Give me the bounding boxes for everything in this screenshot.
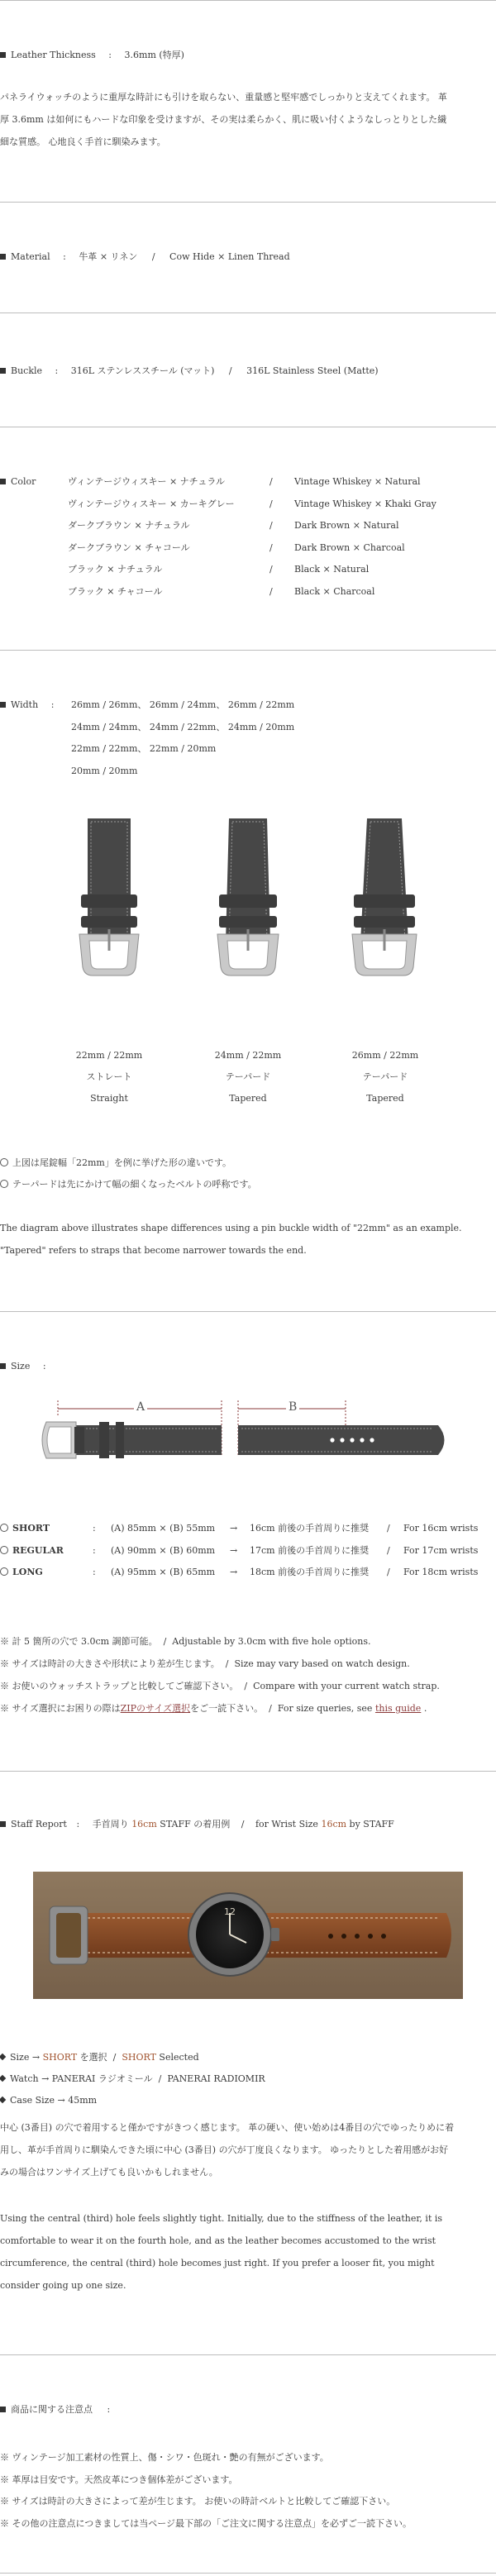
square-bullet-icon bbox=[0, 1821, 6, 1827]
size-note: ※ サイズは時計の大きさや形状により差が生じます。 / Size may vary based on watch design. bbox=[0, 1658, 410, 1669]
size-heading: Size : bbox=[0, 1361, 46, 1371]
width-options: 26mm / 26mm、 26mm / 24mm、 26mm / 22mm 24mm / 24mm、 24mm / 22mm、 24mm / 20mm 22mm / 22mm、 22mm / 20mm 20mm / 20mm bbox=[71, 699, 295, 776]
size-option-short: SHORT bbox=[0, 1518, 64, 1540]
size-note: ※ 計 5 箇所の穴で 3.0cm 調節可能。 / Adjustable by 3.0cm with five hole options. bbox=[0, 1636, 371, 1647]
divider bbox=[0, 2354, 496, 2355]
square-bullet-icon bbox=[0, 479, 6, 484]
size-option-long: LONG bbox=[0, 1562, 64, 1584]
staff-comment-jp: 中心 (3番目) の穴で着用すると僅かですがきつく感じます。 革の硬い、使い始めは4番目の穴でゆったりめに着 用し、革が手首周りに馴染んできた頃に中心 (3番目) の穴が丁度良くなります。 ゆったりとした着用感がお好 みの場合はワンサイズ上げても良いかもしれません。 bbox=[0, 2122, 455, 2178]
radio-circle-icon bbox=[0, 1567, 8, 1576]
color-item-jp: ダークブラウン × ナチュラル bbox=[68, 520, 190, 531]
strap-tapered bbox=[217, 818, 279, 976]
leather-description: パネライウォッチのように重厚な時計にも引けを取らない、重量感と堅牢感でしっかりと支えてくれます。 革 厚 3.6mm は如何にもハードな印象を受けますが、その実は柔らかく、肌に吸い付くようなしっとりとした繊 細な質感。 心地良く手首に馴染みます。 bbox=[0, 92, 447, 147]
color-item-en: Black × Charcoal bbox=[294, 585, 375, 597]
size-option-regular: REGULAR bbox=[0, 1540, 64, 1562]
size-note: ※ サイズ選択にお困りの際はZIPのサイズ選択をご一読下さい。 / For size queries, see this guide . bbox=[0, 1703, 427, 1714]
cautions-heading: 商品に関する注意点 : bbox=[0, 2402, 110, 2416]
size-notes bbox=[0, 1630, 440, 1720]
divider bbox=[0, 2573, 496, 2574]
color-item-jp: ダークブラウン × チャコール bbox=[68, 541, 190, 553]
circle-bullet-icon bbox=[0, 1158, 8, 1166]
width-heading: Width : bbox=[0, 699, 54, 710]
staff-facts bbox=[0, 2047, 265, 2111]
color-item-en: Vintage Whiskey × Natural bbox=[294, 476, 421, 487]
divider bbox=[0, 0, 496, 1]
dimension-a-label: A bbox=[134, 1400, 147, 1414]
dimension-b-label: B bbox=[286, 1400, 299, 1414]
radio-circle-icon bbox=[0, 1546, 8, 1554]
divider bbox=[0, 312, 496, 313]
square-bullet-icon bbox=[0, 52, 6, 58]
size-option-sep: / / / bbox=[387, 1523, 390, 1577]
width-note-2: テーパードは先にかけて幅の細くなったベルトの呼称です。 bbox=[0, 1177, 257, 1190]
divider bbox=[0, 202, 496, 203]
color-list-jp bbox=[68, 471, 235, 603]
divider bbox=[0, 1311, 496, 1312]
strap-shape-diagram bbox=[0, 818, 496, 1025]
square-bullet-icon bbox=[0, 368, 6, 374]
color-list-en bbox=[294, 471, 436, 603]
color-list-sep: / / / / / / bbox=[269, 476, 273, 597]
color-item-en: Dark Brown × Charcoal bbox=[294, 541, 405, 553]
color-item-en: Dark Brown × Natural bbox=[294, 520, 399, 531]
staff-fact-watch: Watch → PANERAI ラジオミール / PANERAI RADIOMIR bbox=[0, 2068, 265, 2090]
size-diagram bbox=[41, 1389, 455, 1472]
strap-tapered-wide bbox=[352, 818, 417, 976]
size-option-names bbox=[0, 1518, 64, 1584]
diamond-bullet-icon bbox=[0, 2097, 6, 2103]
color-item-jp: ヴィンテージウィスキー × ナチュラル bbox=[68, 476, 226, 487]
width-note-1: 上図は尾錠幅「22mm」を例に挙げた形の違いです。 bbox=[0, 1156, 231, 1169]
square-bullet-icon bbox=[0, 702, 6, 708]
square-bullet-icon bbox=[0, 2407, 6, 2412]
size-option-jp: 16cm 前後の手首周りに推奨 17cm 前後の手首周りに推奨 18cm 前後の手首周りに推奨 bbox=[250, 1523, 370, 1577]
size-option-arrows: → → → bbox=[230, 1523, 238, 1577]
strap-caption-3: 26mm / 22mm テーパード Tapered bbox=[351, 1050, 419, 1104]
size-note: ※ お使いのウォッチストラップと比較してご確認下さい。 / Compare with your current watch strap. bbox=[0, 1681, 440, 1691]
size-option-specs: (A) 85mm × (B) 55mm (A) 90mm × (B) 60mm (A) 95mm × (B) 65mm bbox=[111, 1523, 216, 1577]
square-bullet-icon bbox=[0, 254, 6, 260]
width-note-en: The diagram above illustrates shape differences using a pin buckle width of "22mm" as an example. "Tapered" refers to straps that become narrower towards the end. bbox=[0, 1223, 462, 1256]
buckle-row: Buckle : 316L ステンレススチール (マット) / 316L Stainless Steel (Matte) bbox=[0, 364, 379, 377]
staff-fact-case: Case Size → 45mm bbox=[0, 2090, 265, 2111]
size-guide-link-jp[interactable]: ZIPのサイズ選択 bbox=[120, 1703, 191, 1714]
caution-item: ※ サイズは時計の大きさによって差が生じます。 お使いの時計ベルトと比較してご確認下さい。 bbox=[0, 2496, 396, 2507]
staff-wrist-photo bbox=[33, 1872, 463, 1999]
staff-fact-size: Size → SHORT を選択 / SHORT Selected bbox=[0, 2047, 265, 2068]
caution-item: ※ その他の注意点につきましては当ページ最下部の「ご注文に関する注意点」を必ずご一読下さい。 bbox=[0, 2517, 413, 2529]
caution-item: ※ 革厚は目安です。天然皮革につき個体差がございます。 bbox=[0, 2473, 238, 2485]
radio-circle-icon bbox=[0, 1524, 8, 1532]
size-guide-link-en[interactable]: this guide bbox=[374, 1703, 422, 1714]
strap-straight bbox=[79, 818, 139, 976]
color-item-jp: ブラック × チャコール bbox=[68, 585, 163, 597]
divider bbox=[0, 1771, 496, 1772]
strap-long-piece bbox=[64, 1425, 222, 1455]
staff-comment-en: Using the central (third) hole feels slightly tight. Initially, due to the stiffness of the leather, it is comfortable to wear it on the fourth hole, and as the leather becomes accustomed to the wrist circumference, the central (third) hole becomes just right. If you prefer a looser fit, you might consider going up one size. bbox=[0, 2213, 443, 2291]
watch-dial-numerals: 12 bbox=[224, 1906, 236, 1917]
cautions-list bbox=[0, 2447, 412, 2535]
diamond-bullet-icon bbox=[0, 2054, 6, 2060]
circle-bullet-icon bbox=[0, 1180, 8, 1188]
caution-item: ※ ヴィンテージ加工素材の性質上、傷・シワ・色斑れ・艶の有無がございます。 bbox=[0, 2452, 329, 2463]
strap-caption-1: 22mm / 22mm ストレート Straight bbox=[75, 1050, 143, 1104]
color-heading: Color bbox=[0, 476, 36, 487]
color-item-jp: ブラック × ナチュラル bbox=[68, 564, 163, 575]
size-option-en: For 16cm wrists For 17cm wrists For 18cm wrists bbox=[403, 1523, 479, 1577]
square-bullet-icon bbox=[0, 1363, 6, 1369]
divider bbox=[0, 650, 496, 651]
staff-report-heading: Staff Report : 手首周り 16cm STAFF の着用例 / for Wrist Size 16cm by STAFF bbox=[0, 1817, 394, 1830]
strap-caption-2: 24mm / 22mm テーパード Tapered bbox=[214, 1050, 282, 1104]
size-option-colons: : : : bbox=[93, 1523, 96, 1577]
color-item-en: Vintage Whiskey × Khaki Gray bbox=[294, 498, 436, 509]
color-item-en: Black × Natural bbox=[294, 564, 370, 575]
diamond-bullet-icon bbox=[0, 2075, 6, 2082]
leather-thickness-heading: Leather Thickness : 3.6mm (特厚) bbox=[0, 48, 184, 61]
color-item-jp: ヴィンテージウィスキー × カーキグレー bbox=[68, 498, 235, 509]
material-row: Material : 牛革 × リネン / Cow Hide × Linen Thread bbox=[0, 250, 290, 263]
